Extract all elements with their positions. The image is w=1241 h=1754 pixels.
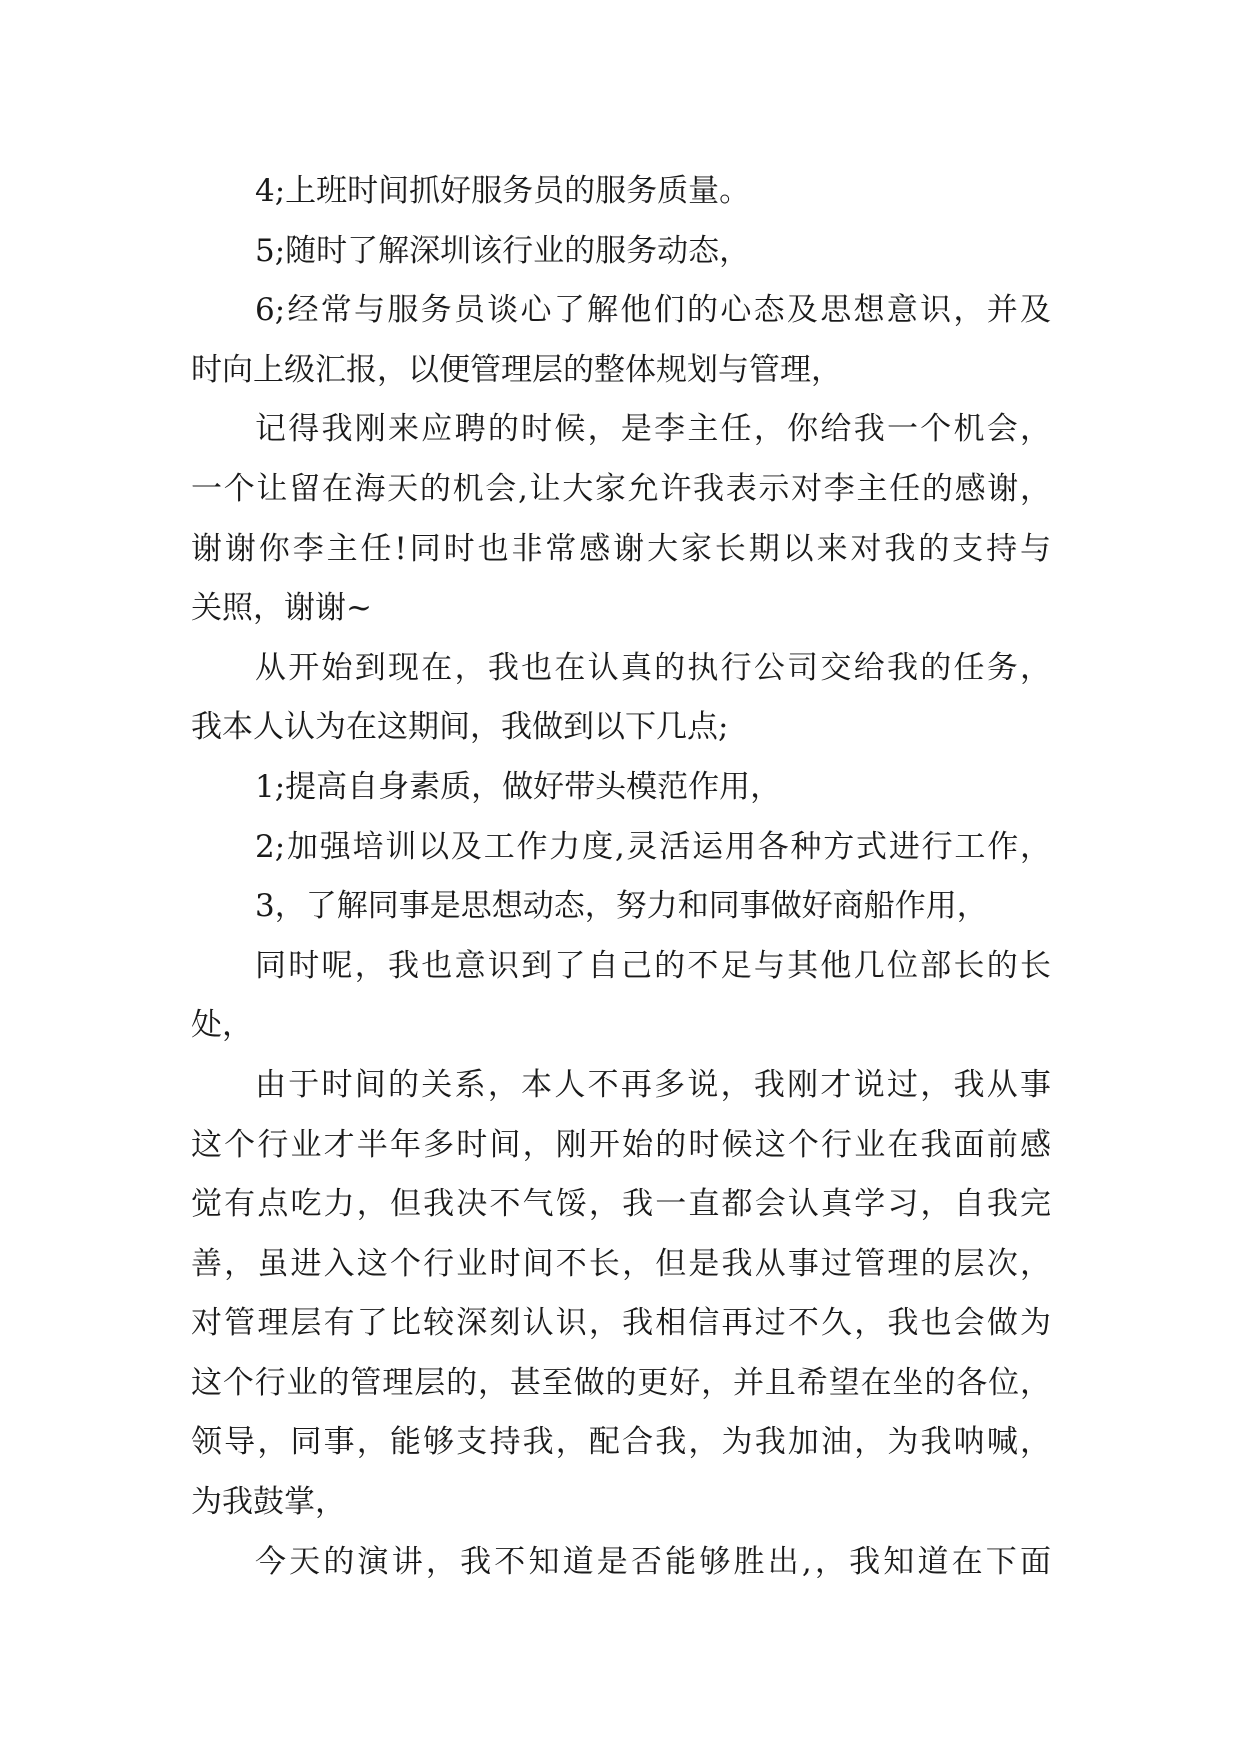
paragraph-line: 处， (191, 1007, 253, 1044)
paragraph-line: 记得我刚来应聘的时候，是李主任，你给我一个机会， (255, 411, 1051, 448)
paragraph-line: 从开始到现在，我也在认真的执行公司交给我的任务， (255, 649, 1051, 686)
paragraph-line: 对管理层有了比较深刻认识，我相信再过不久，我也会做为 (191, 1305, 1051, 1342)
paragraph-line: 3，了解同事是思想动态，努力和同事做好商船作用， (255, 888, 988, 925)
paragraph-line: 关照，谢谢~ (191, 590, 372, 627)
paragraph-line: 善，虽进入这个行业时间不长，但是我从事过管理的层次， (191, 1245, 1051, 1282)
paragraph-line: 5;随时了解深圳该行业的服务动态， (255, 232, 751, 269)
paragraph-line: 我本人认为在这期间，我做到以下几点; (191, 709, 729, 746)
paragraph-line: 同时呢，我也意识到了自己的不足与其他几位部长的长 (255, 947, 1051, 984)
paragraph-line: 这个行业才半年多时间，刚开始的时候这个行业在我面前感 (191, 1126, 1051, 1163)
paragraph-line: 这个行业的管理层的，甚至做的更好，并且希望在坐的各位， (191, 1364, 1051, 1401)
paragraph-line: 一个让留在海天的机会,让大家允许我表示对李主任的感谢， (191, 470, 1051, 507)
paragraph-line: 为我鼓掌， (191, 1484, 346, 1521)
paragraph-line: 时向上级汇报，以便管理层的整体规划与管理， (191, 351, 842, 388)
paragraph-line: 觉有点吃力，但我决不气馁，我一直都会认真学习，自我完 (191, 1186, 1051, 1223)
paragraph-line: 2;加强培训以及工作力度,灵活运用各种方式进行工作， (255, 828, 1051, 865)
paragraph-line: 4;上班时间抓好服务员的服务质量。 (255, 173, 751, 209)
paragraph-line: 1;提高自身素质，做好带头模范作用， (255, 768, 782, 805)
paragraph-line: 由于时间的关系，本人不再多说，我刚才说过，我从事 (255, 1066, 1051, 1103)
paragraph-line: 领导，同事，能够支持我，配合我，为我加油，为我呐喊， (191, 1424, 1051, 1461)
paragraph-line: 今天的演讲，我不知道是否能够胜出,，我知道在下面 (255, 1543, 1051, 1580)
document-body (191, 162, 1051, 1592)
paragraph-line: 谢谢你李主任!同时也非常感谢大家长期以来对我的支持与 (191, 530, 1051, 567)
paragraph-line: 6;经常与服务员谈心了解他们的心态及思想意识，并及 (255, 292, 1051, 329)
